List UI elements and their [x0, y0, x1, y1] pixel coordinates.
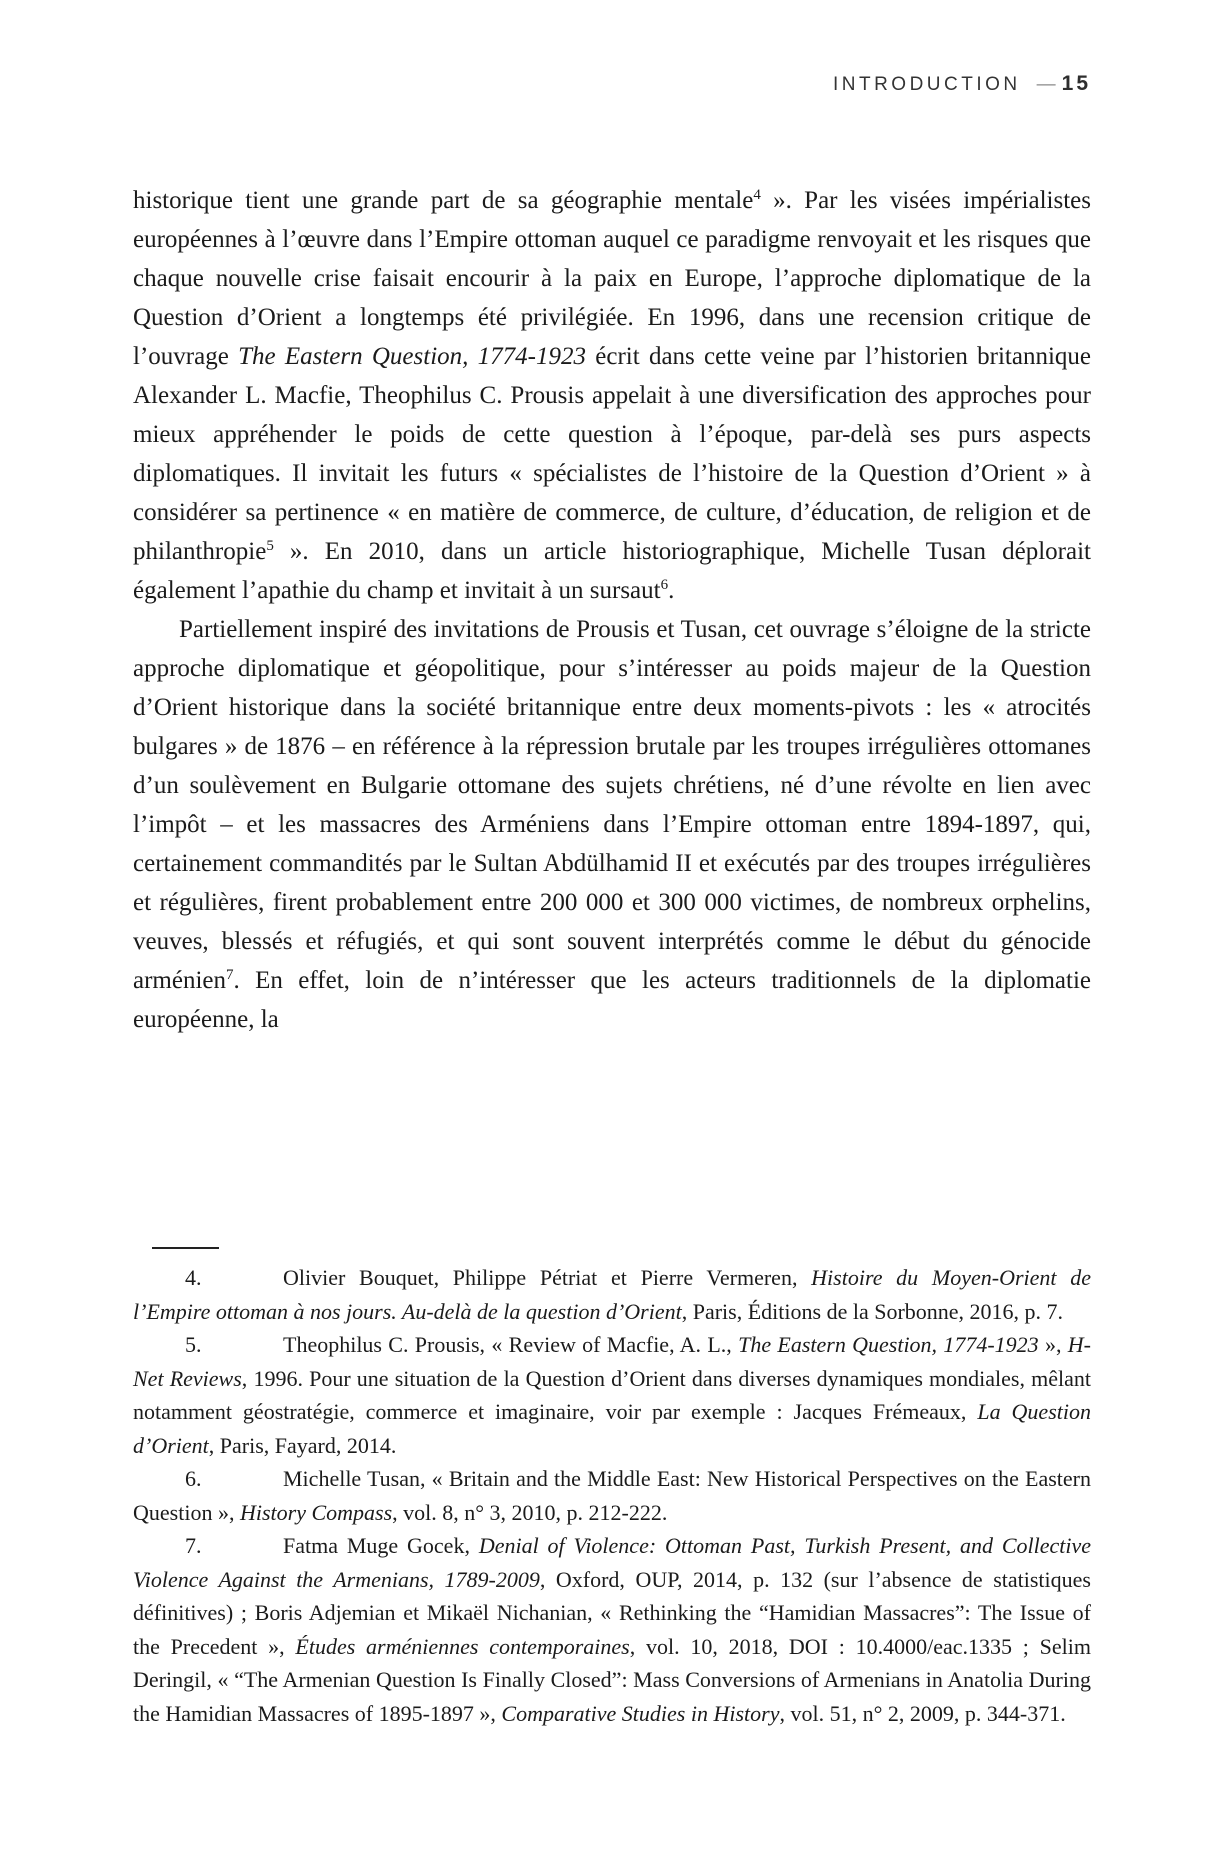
text-run: .: [668, 577, 675, 604]
text-run: , vol. 51, n° 2, 2009, p. 344-371.: [779, 1700, 1066, 1726]
text-run: Olivier Bouquet, Philippe Pétriat et Pierre Vermeren,: [283, 1265, 812, 1290]
text-run: ». En 2010, dans un article historiographique, Michelle Tusan déplorait également l’apathie du champ et invitait à un sursaut: [133, 538, 1091, 604]
text-run: écrit dans cette veine par l’historien britannique Alexander L. Macfie, Theophilus C. Prousis appelait à une diversification des approches pour mieux appréhender le poids de cette question à l’époque, par-delà ses purs aspects diplomatiques. Il invitait les futurs « spécialistes de l’histoire de la Question d’Orient » à considérer sa pertinence « en matière de commerce, de culture, d’éducation, de religion et de philanthropie: [133, 343, 1091, 565]
text-run: Fatma Muge Gocek,: [283, 1533, 479, 1558]
text-run: , vol. 8, n° 3, 2010, p. 212-222.: [392, 1499, 668, 1525]
footnote-number: 7.: [185, 1533, 202, 1558]
footnote-item: [133, 1462, 1091, 1529]
text-run: . En effet, loin de n’intéresser que les acteurs traditionnels de la diplomatie européenne, la: [133, 967, 1091, 1033]
section-label: INTRODUCTION: [832, 74, 1021, 95]
italic-text-run: The Eastern Question, 1774-1923: [238, 343, 586, 370]
text-run: , Paris, Fayard, 2014.: [208, 1432, 397, 1458]
text-run: , 1996. Pour une situation de la Question d’Orient dans diverses dynamiques mondiales, mêlant notamment géostratégie, commerce et imaginaire, voir par exemple : Jacques Frémeaux,: [133, 1365, 1091, 1424]
italic-text-run: The Eastern Question, 1774-1923: [738, 1332, 1039, 1357]
page-number: 15: [1061, 72, 1091, 95]
footnote-ref: 7: [226, 967, 234, 983]
footnote-number: 4.: [185, 1265, 202, 1290]
text-run: Theophilus C. Prousis, « Review of Macfie, A. L.,: [283, 1332, 739, 1357]
italic-text-run: La Question d’Orient: [133, 1399, 1091, 1458]
text-run: Partiellement inspiré des invitations de Prousis et Tusan, cet ouvrage s’éloigne de la stricte approche diplomatique et géopolitique, pour s’intéresser au poids majeur de la Question d’Orient historique dans la société britannique entre deux moments-pivots : les « atrocités bulgares » de 1876 – en référence à la répression brutale par les troupes irrégulières ottomanes d’un soulèvement en Bulgarie ottomane des sujets chrétiens, né d’une révolte en lien avec l’impôt – et les massacres des Arméniens dans l’Empire ottoman entre 1894-1897, qui, certainement commandités par le Sultan Abdülhamid II et exécutés par des troupes irrégulières et régulières, firent probablement entre 200 000 et 300 000 victimes, de nombreux orphelins, veuves, blessés et réfugiés, et qui sont souvent interprétés comme le début du génocide arménien: [133, 616, 1091, 994]
footnote-item: [133, 1261, 1091, 1328]
italic-text-run: Comparative Studies in History: [501, 1700, 780, 1726]
italic-text-run: Études arméniennes contemporaines: [295, 1633, 630, 1659]
footnote-ref: 5: [266, 538, 274, 554]
text-run: , Paris, Éditions de la Sorbonne, 2016, p. 7.: [681, 1298, 1064, 1324]
main-text-block: [133, 181, 1091, 1039]
italic-text-run: Histoire du Moyen-Orient de l’Empire ottoman à nos jours. Au-delà de la question d’Orient: [133, 1265, 1091, 1324]
text-run: , vol. 10, 2018, DOI : 10.4000/eac.1335 ; Selim Deringil, « “The Armenian Question Is Finally Closed”: Mass Conversions of Armenians in Anatolia During the Hamidian Massacres of 1895-1897 »,: [133, 1633, 1091, 1726]
footnote-ref: 6: [660, 577, 669, 593]
footnote-number: 6.: [185, 1466, 202, 1491]
footnote-number: 5.: [185, 1332, 202, 1357]
italic-text-run: Denial of Violence: Ottoman Past, Turkish Present, and Collective Violence Against the Armenians, 1789-2009: [133, 1533, 1092, 1592]
footnote-separator-rule: [152, 1247, 219, 1249]
text-run: historique tient une grande part de sa géographie mentale: [133, 187, 754, 214]
text-run: ». Par les visées impérialistes européennes à l’œuvre dans l’Empire ottoman auquel ce paradigme renvoyait et les risques que chaque nouvelle crise faisait encourir à la paix en Europe, l’approche diplomatique de la Question d’Orient a longtemps été privilégiée. En 1996, dans une recension critique de l’ouvrage: [133, 187, 1091, 370]
body-paragraph: [133, 610, 1091, 1039]
text-run: , Oxford, OUP, 2014, p. 132 (sur l’absence de statistiques définitives) ; Boris Adjemian et Mikaël Nichanian, « Rethinking the “Hamidian Massacres”: The Issue of the Precedent »,: [133, 1566, 1091, 1659]
footnote-item: [133, 1529, 1091, 1730]
italic-text-run: H-Net Reviews: [133, 1332, 1092, 1391]
footnote-ref: 4: [753, 187, 761, 203]
body-paragraph: [133, 181, 1091, 610]
footnote-item: [133, 1328, 1091, 1462]
footnotes-block: [133, 1261, 1091, 1730]
header-dash: —: [1036, 74, 1056, 95]
text-run: Michelle Tusan, « Britain and the Middle East: New Historical Perspectives on the Eastern Question »,: [133, 1466, 1091, 1525]
running-header: [133, 72, 1091, 96]
text-run: »,: [1038, 1332, 1068, 1357]
italic-text-run: History Compass: [239, 1499, 393, 1525]
